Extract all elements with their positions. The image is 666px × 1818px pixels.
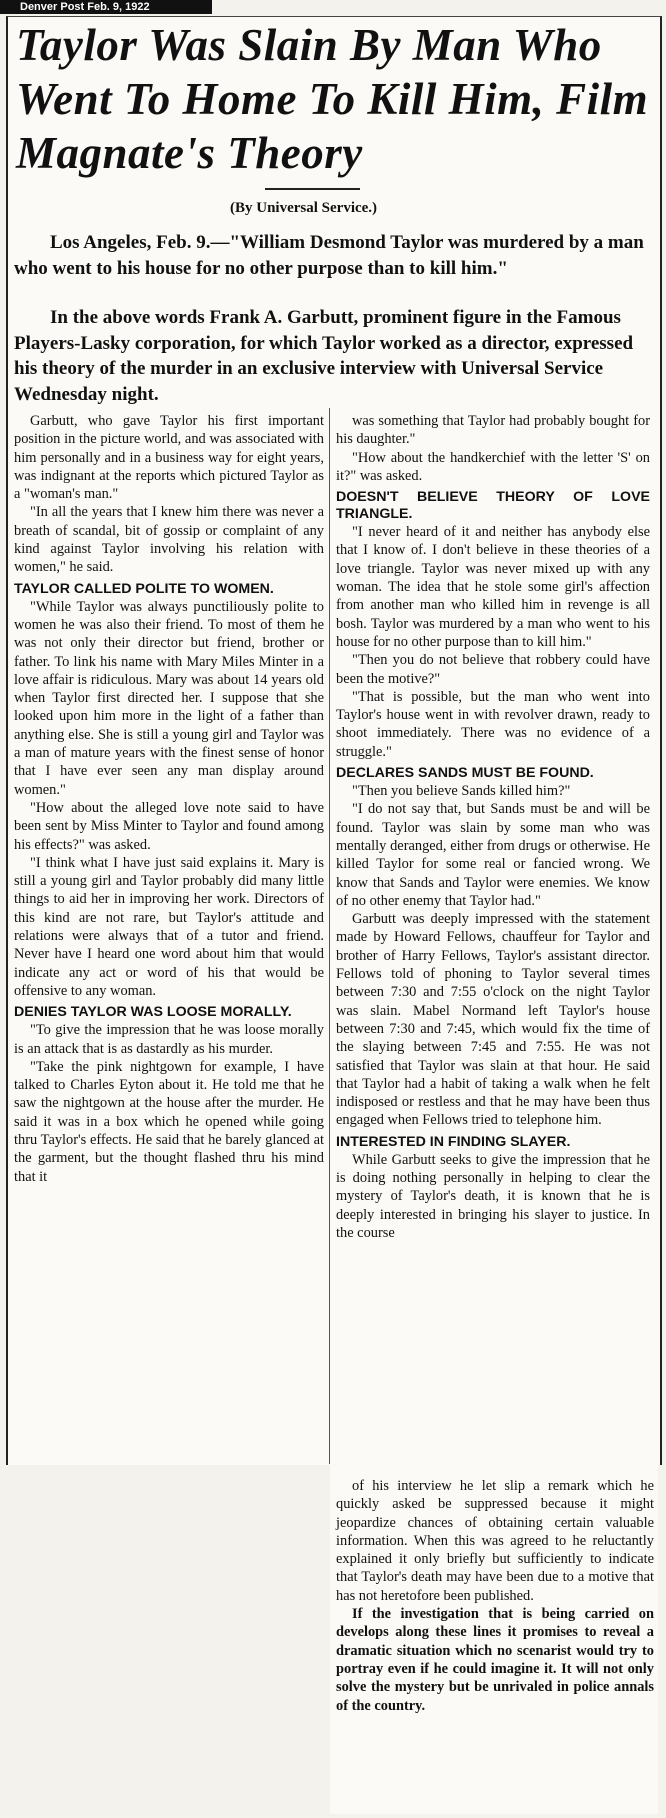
subheading: INTERESTED IN FINDING SLAYER. — [336, 1133, 571, 1150]
body-paragraph: "To give the impression that he was loose morally is an attack that is as dastardly as his murder. — [14, 1022, 324, 1057]
body-paragraph: Garbutt, who gave Taylor his first important position in the picture world, and was associated with him personally and in a business way for eight years, was indignant at the reports which pictured Taylor as a "woman's man." — [14, 413, 324, 503]
source-tag: Denver Post Feb. 9, 1922 — [0, 0, 212, 14]
column-1 — [14, 412, 324, 1186]
lede-paragraph-2: In the above words Frank A. Garbutt, prominent figure in the Famous Players-Lasky corporation, for which Taylor worked as a director, expressed his theory of the murder in an exclusive interview with Universal Service Wednesday night. — [14, 307, 634, 405]
body-paragraph: "Then you believe Sands killed him?" — [352, 783, 571, 800]
body-paragraph: "How about the alleged love note said to have been sent by Miss Minter to Taylor and found among his effects?" was asked. — [14, 799, 324, 853]
body-paragraph: Garbutt was deeply impressed with the statement made by Howard Fellows, chauffeur for Taylor and brother of Harry Fellows, Taylor's assistant director. Fellows told of phoning to Taylor several times between 7:30 and 7:55 o'clock on the night Taylor was slain. Mabel Normand left Taylor's house between 7:30 and 7:45, which would fix the time of the slaying between 7:45 and 7:55. He was not satisfied that Taylor was slain at that hour. He said that Taylor had a habit of taking a walk when he felt indisposed or restless and that he may have been thus engaged when Fellows tried to telephone him. — [336, 911, 650, 1129]
headline-rule — [265, 188, 360, 190]
body-paragraph: "I never heard of it and neither has anybody else that I know of. I don't believe in these theories of a love triangle. Taylor was never mixed up with any woman. The idea that he stole some girl's affection from another man who killed him in revenge is all bosh. Taylor was murdered by a man who went to his house for no other purpose than to kill him." — [336, 524, 650, 650]
column-divider — [329, 408, 330, 1464]
body-paragraph: "Then you do not believe that robbery could have been the motive?" — [336, 652, 650, 687]
body-paragraph: "In all the years that I knew him there was never a breath of scandal, bit of gossip or complaint of any kind against Taylor involving his relation with women," he said. — [14, 504, 324, 576]
body-paragraph: was something that Taylor had probably bought for his daughter." — [336, 413, 650, 448]
column-2 — [336, 412, 650, 1242]
headline: Taylor Was Slain By Man Who Went To Home To Kill Him, Film Magnate's Theory — [16, 20, 649, 178]
body-paragraph: "While Taylor was always punctiliously polite to women he was also their friend. To most of them he was not only their director but friend, brother or father. To link his name with Mary Miles Minter in a love affair is ridiculous. Mary was about 14 years old when Taylor first directed her. I suppose that she looked upon him more in the light of a father than anything else. She is still a young girl and Taylor was a man of mature years with the finest sense of honor that I have ever seen any man display around women." — [14, 598, 324, 798]
subheading: DENIES TAYLOR WAS LOOSE MORALLY. — [14, 1004, 292, 1021]
body-paragraph: "How about the handkerchief with the letter 'S' on it?" was asked. — [336, 449, 650, 484]
body-paragraph: "That is possible, but the man who went into Taylor's house went in with revolver drawn, ready to shoot immediately. There was no evidence of a struggle." — [336, 688, 650, 760]
body-paragraph: "I think what I have just said explains it. Mary is still a young girl and Taylor probably did many little things to aid her in improving her work. Directors of this kind are not rare, but Taylor's attitude and relations were always that of a tutor and friend. Never have I heard one word about him that would indicate any act or word of his that would be offensive to any woman. — [14, 854, 324, 999]
subheading: DECLARES SANDS MUST BE FOUND. — [336, 765, 594, 782]
subheading: TAYLOR CALLED POLITE TO WOMEN. — [14, 580, 274, 597]
body-paragraph: While Garbutt seeks to give the impression that he is doing nothing personally in helping to clear the mystery of Taylor's death, it is known that he is deeply interested in bringing his slayer to justice. In the course — [336, 1151, 650, 1241]
subheading: DOESN'T BELIEVE THEORY OF LOVE TRIANGLE. — [336, 489, 650, 523]
body-paragraph: of his interview he let slip a remark which he quickly asked be suppressed because it might jeopardize chances of obtaining certain valuable information. When this was agreed to he reluctantly explained it only briefly but sufficiently to indicate that Taylor's death may have been due to a motive that has not heretofore been published. — [336, 1478, 654, 1604]
body-paragraph: "Take the pink nightgown for example, I have talked to Charles Eyton about it. He told me that he saw the nightgown at the house after the murder. He said it was in a box which he opened while going thru Taylor's effects. He said that he barely glanced at the garment, but the thought flashed thru his mind that it — [14, 1058, 324, 1185]
byline: (By Universal Service.) — [230, 200, 378, 216]
lede-paragraph-1: Los Angeles, Feb. 9.—"William Desmond Taylor was murdered by a man who went to his house for no other purpose than to kill him." — [14, 232, 644, 279]
body-paragraph: "I do not say that, but Sands must be and will be found. Taylor was slain by some man who was mentally deranged, either from drugs or otherwise. He killed Taylor for some real or fancied wrong. We know that Sands and Taylor were enemies. We know of no other enemy that Taylor had." — [336, 801, 650, 909]
closing-paragraph: If the investigation that is being carried on develops along these lines it promises to reveal a dramatic situation which no scenarist would try to portray even if he could imagine it. It will not only solve the mystery but be unrivaled in police annals of the country. — [336, 1606, 654, 1714]
column-2-continued — [336, 1477, 654, 1715]
